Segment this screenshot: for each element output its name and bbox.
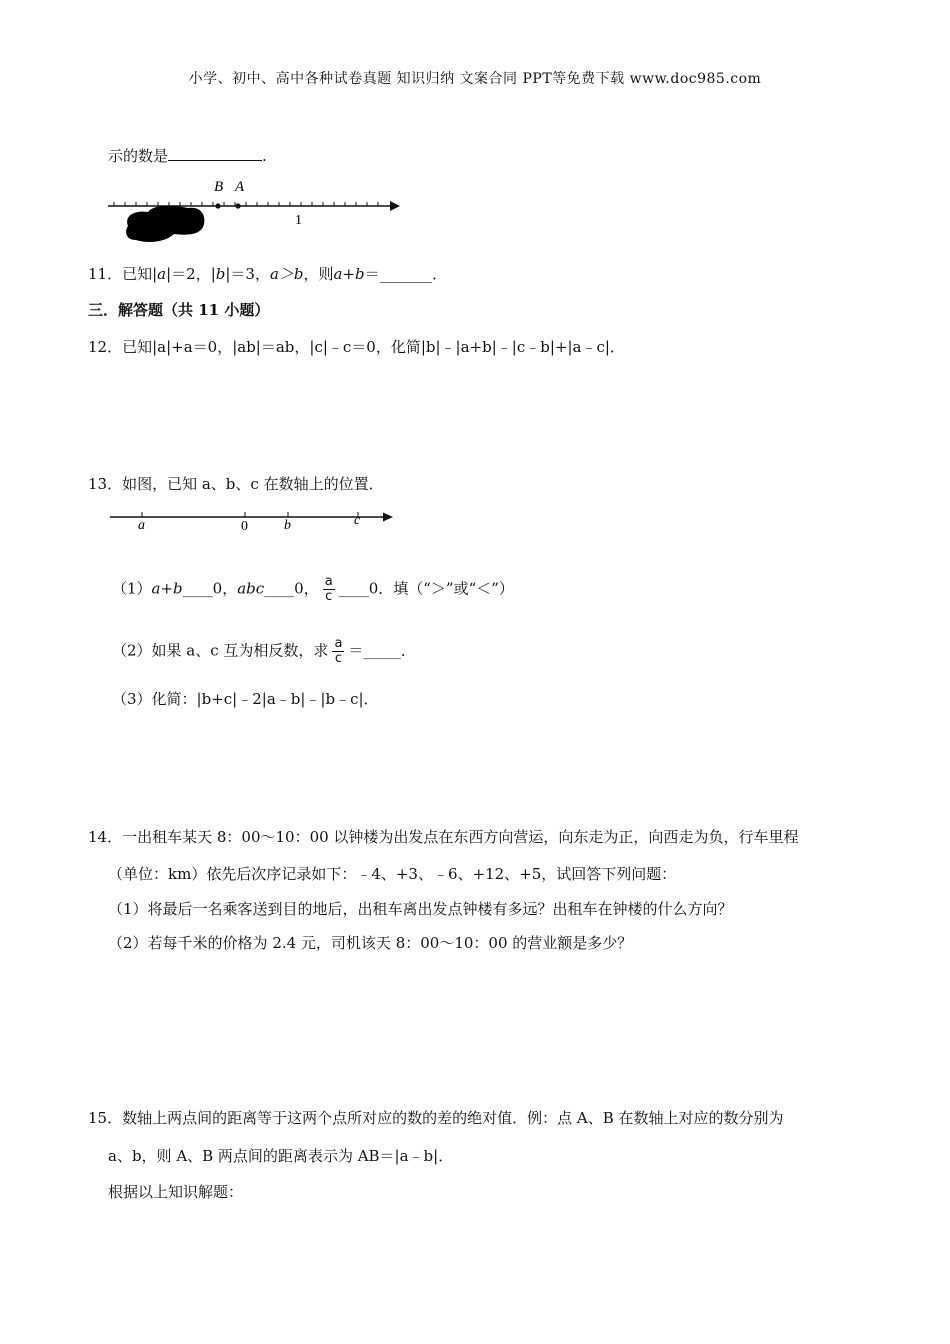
q10-text: 示的数是: [108, 147, 169, 165]
q13-part2-blank[interactable]: ＝_____．: [348, 641, 416, 660]
q10-ink-smudge: [126, 206, 204, 242]
q10-answer-blank[interactable]: [168, 146, 262, 161]
q15-line3: 根据以上知识解题：: [108, 1183, 244, 1201]
q15-text: 数轴上两点间的距离等于这两个点所对应的数的差的绝对值．例：点 A、B 在数轴上对应的数分别为: [122, 1109, 784, 1127]
q14-line1: [88, 827, 798, 847]
q11-condition: a＞b: [269, 265, 304, 283]
q12-number: 12．: [88, 338, 123, 356]
q14-number: 14．: [88, 828, 123, 846]
q13-part1-blank3[interactable]: ____0．填（“＞”或“＜”）: [338, 579, 514, 598]
q13-part1: [112, 575, 514, 604]
q10-tick-label-1: 1: [295, 213, 302, 228]
q13-axis-arrow: [383, 513, 393, 522]
q13-part1-expr2: abc: [237, 579, 265, 598]
q14-line2: （单位：km）依先后次序记录如下：﹣4、+3、﹣6、+12、+5，试回答下列问题：: [108, 865, 677, 883]
page-header: 小学、初中、高中各种试卷真题 知识归纳 文案合同 PPT等免费下载 www.doc985.com: [188, 71, 762, 87]
q13-label-c: c: [354, 513, 361, 528]
q10-point-b: [215, 203, 220, 208]
q11-text: |＝2，|: [166, 265, 216, 283]
q13-part3: （3）化简：|b+c|﹣2|a﹣b|﹣|b﹣c|．: [112, 690, 379, 708]
q10-label-a: A: [235, 179, 245, 195]
q13-part1-fraction: [323, 575, 335, 604]
q10-point-a: [235, 203, 240, 208]
q10-period: .: [262, 147, 267, 165]
q13-part1-prefix: （1）: [112, 579, 152, 598]
q13-part1-blank1[interactable]: ____0，: [182, 579, 238, 598]
q10-tail: [108, 146, 267, 166]
q14-text: 一出租车某天 8：00～10：00 以钟楼为出发点在东西方向营运，向东走为正，向西走为负，行车里程: [122, 828, 799, 846]
q14-part1: （1）将最后一名乘客送到目的地后，出租车离出发点钟楼有多远？出租车在钟楼的什么方向？: [108, 900, 733, 918]
fraction-denominator: c: [334, 651, 342, 666]
q11-text: |＝3，: [225, 265, 270, 283]
q13-part2-fraction: [332, 637, 344, 666]
q13-part1-expr1: a+b: [151, 579, 183, 598]
q13-part2-prefix: （2）如果 a、c 互为相反数，求: [112, 641, 329, 660]
q13-part2: [112, 637, 416, 666]
fraction-numerator: a: [324, 574, 333, 589]
q13-part1-blank2[interactable]: ____0，: [264, 579, 319, 598]
q13-text: 如图，已知 a、b、c 在数轴上的位置．: [122, 475, 384, 493]
q13-number: 13．: [88, 475, 123, 493]
q15-line2: a、b，则 A、B 两点间的距离表示为 AB＝|a﹣b|．: [108, 1147, 454, 1165]
q11-var-a: a: [157, 265, 167, 283]
q12: [88, 337, 625, 357]
q15-line1: [88, 1108, 784, 1128]
q10-number-line-figure: [104, 172, 404, 247]
q15-number: 15．: [88, 1109, 123, 1127]
q13-label-0: 0: [241, 519, 248, 534]
q10-axis-arrow: [390, 201, 400, 211]
section-heading: 三．解答题（共 11 小题）: [88, 301, 270, 319]
q14-part2: （2）若每千米的价格为 2.4 元，司机该天 8：00～10：00 的营业额是多少？: [108, 934, 633, 952]
q12-text: 已知|a|+a＝0，|ab|＝ab，|c|﹣c＝0，化简|b|﹣|a+b|﹣|c﹣b|+|a﹣c|．: [122, 338, 625, 356]
fraction-numerator: a: [334, 636, 343, 651]
q13-label-a: a: [138, 518, 145, 533]
q11-answer-blank[interactable]: ＝_______．: [364, 265, 448, 283]
q11-expression: a+b: [333, 265, 365, 283]
q13-number-line-figure: [108, 505, 398, 535]
fraction-denominator: c: [325, 589, 333, 604]
q11: [88, 264, 447, 284]
q11-number: 11．: [88, 265, 123, 283]
q11-text: 已知|: [122, 265, 158, 283]
q11-var-b: b: [215, 265, 226, 283]
q11-text: ，则: [303, 265, 334, 283]
q10-label-b: B: [214, 179, 224, 195]
q13: [88, 474, 384, 494]
q13-label-b: b: [284, 518, 291, 533]
